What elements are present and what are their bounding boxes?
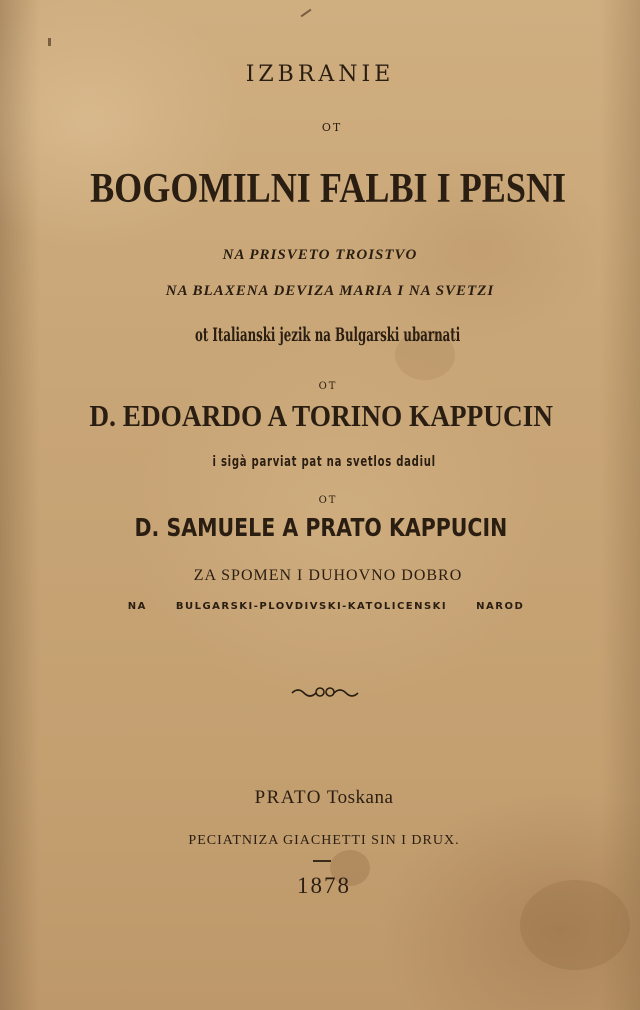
publisher-name: D. SAMUELE A PRATO KAPPUCIN xyxy=(134,513,508,542)
dedication-word: NA xyxy=(127,601,147,612)
imprint-printer: PECIATNIZA GIACHETTI SIN I DRUX. xyxy=(188,833,460,848)
subtitle-line-1: NA PRISVETO TROISTVO xyxy=(222,247,418,263)
imprint-place xyxy=(4,788,640,807)
translator-name: D. EDOARDO A TORINO KAPPUCIN xyxy=(89,398,553,433)
dedication-word: BULGARSKI-PLOVDIVSKI-KATOLICENSKI xyxy=(175,601,448,612)
connector-ot: OT xyxy=(318,381,338,392)
connector-ot: OT xyxy=(318,495,338,506)
translation-note: ot Italianski jezik na Bulgarski ubarnati xyxy=(195,324,461,346)
imprint-year: 1878 xyxy=(297,873,351,898)
connector-ot: OT xyxy=(321,121,343,134)
dedication-recipient xyxy=(6,602,640,612)
ink-speck xyxy=(48,38,51,46)
dedication-line: ZA SPOMEN I DUHOVNO DOBRO xyxy=(193,567,463,584)
publication-note: i sigà parviat pat na svetlos dadiul xyxy=(212,454,436,470)
dedication-word: NAROD xyxy=(476,601,525,612)
main-title: BOGOMILNI FALBI I PESNI xyxy=(90,166,567,212)
subtitle-line-2: NA BLAXENA DEVIZA MARIA I NA SVETZI xyxy=(165,283,495,299)
heading-izbranie: IZBRANIE xyxy=(245,62,395,87)
imprint-divider xyxy=(313,860,331,862)
ink-speck xyxy=(301,9,312,18)
vine-scroll-ornament-icon xyxy=(290,684,360,700)
imprint-region: Toskana xyxy=(326,787,394,808)
imprint-city: PRATO xyxy=(254,787,322,808)
